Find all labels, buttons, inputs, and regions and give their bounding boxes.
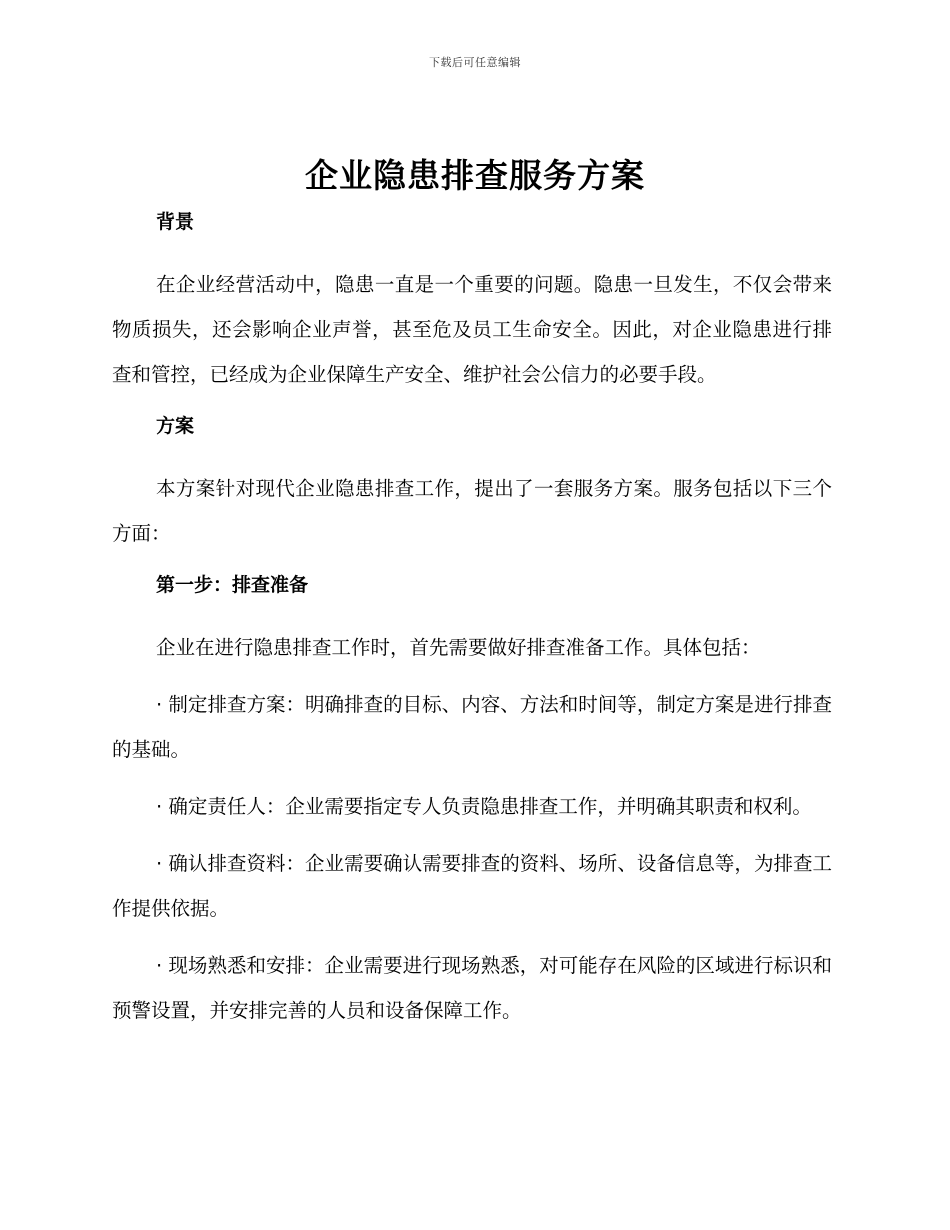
list-item: · 确认排查资料：企业需要确认需要排查的资料、场所、设备信息等，为排查工作提供依据。 — [112, 852, 832, 920]
section-heading-step1: 第一步：排查准备 — [156, 574, 309, 596]
list-item: · 制定排查方案：明确排查的目标、内容、方法和时间等，制定方案是进行排查的基础。 — [112, 693, 832, 761]
paragraph-plan: 本方案针对现代企业隐患排查工作，提出了一套服务方案。服务包括以下三个方面： — [112, 477, 832, 545]
document-body — [112, 205, 832, 1045]
list-item: · 确定责任人：企业需要指定专人负责隐患排查工作，并明确其职责和权利。 — [156, 795, 812, 818]
section-heading-plan: 方案 — [156, 415, 195, 437]
header-note: 下载后可任意编辑 — [429, 56, 521, 69]
list-item: · 现场熟悉和安排：企业需要进行现场熟悉，对可能存在风险的区域进行标识和预警设置，并安排完善的人员和设备保障工作。 — [112, 954, 832, 1022]
section-heading-background: 背景 — [156, 211, 195, 233]
paragraph-step1-intro: 企业在进行隐患排查工作时，首先需要做好排查准备工作。具体包括： — [156, 636, 761, 659]
paragraph-background: 在企业经营活动中，隐患一直是一个重要的问题。隐患一旦发生，不仅会带来物质损失，还会影响企业声誉，甚至危及员工生命安全。因此，对企业隐患进行排查和管控，已经成为企业保障生产安全、维护社会公信力的必要手段。 — [112, 273, 832, 386]
document-title: 企业隐患排查服务方案 — [305, 156, 645, 195]
